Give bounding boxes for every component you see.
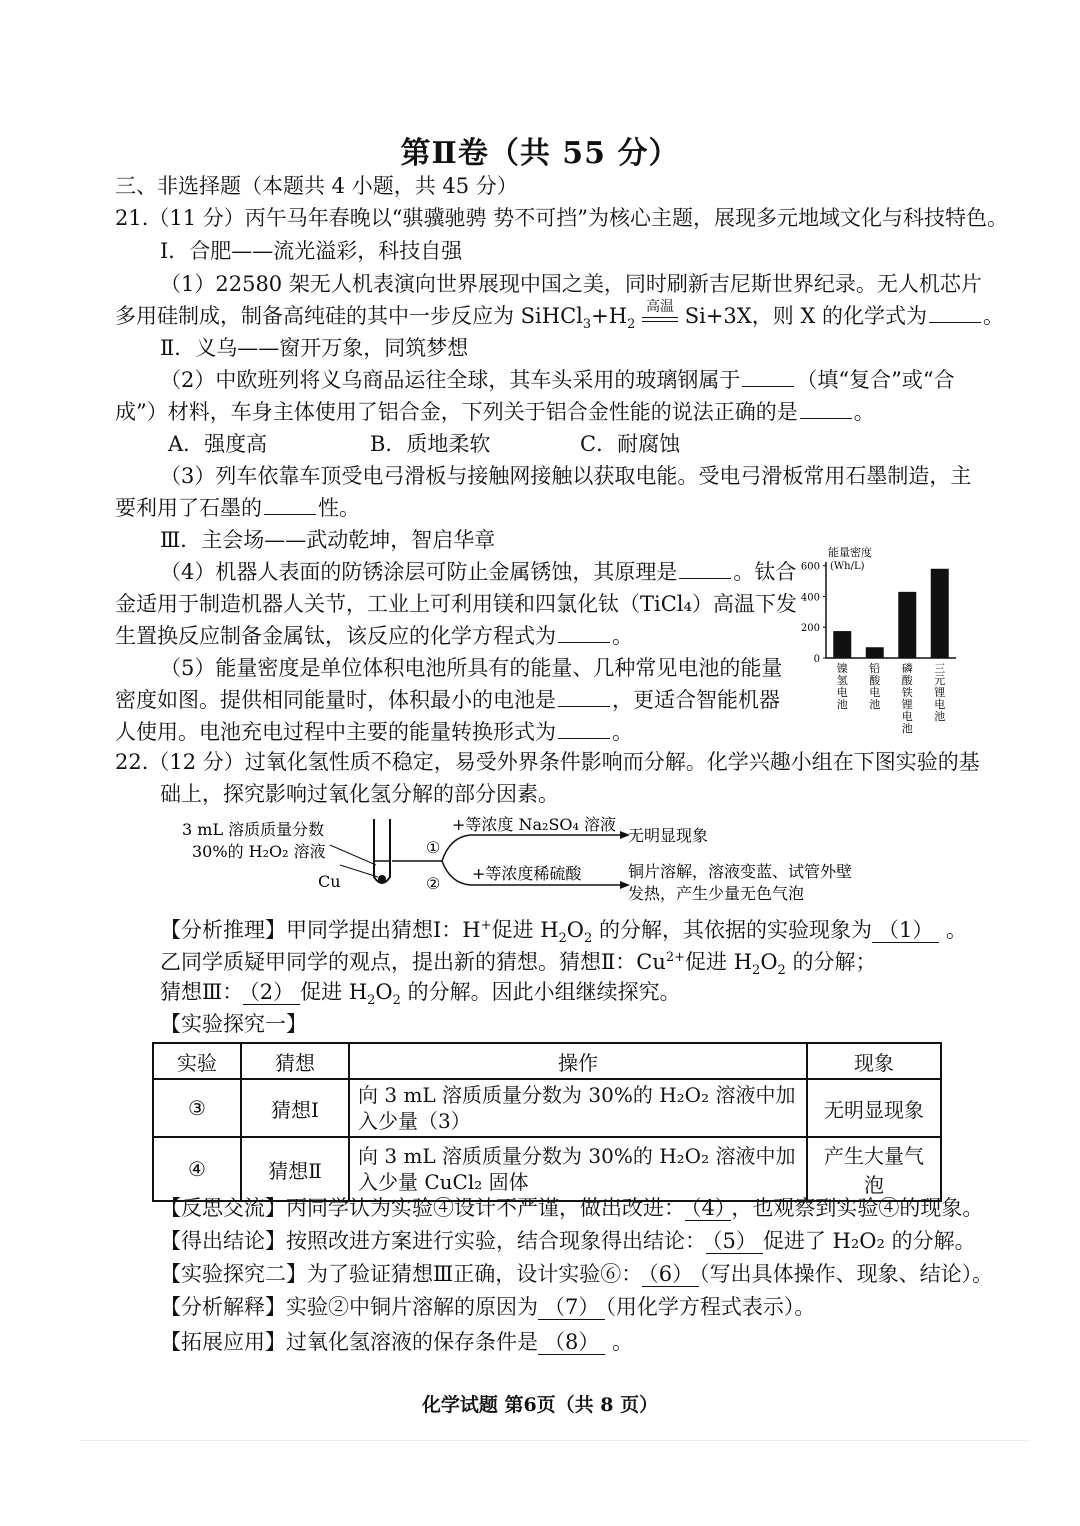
q21-intro: 21.（11 分）丙午马年春晚以“骐骥驰骋 势不可挡”为核心主题，展现多元地域文化与科技特色。 [115,206,1008,230]
branch1-number: ① [426,838,441,857]
q21-part1-title: Ⅰ．合肥——流光溢彩，科技自强 [160,239,463,263]
chart-bar [898,592,916,658]
answer-blank[interactable] [800,398,852,419]
analysis-text-d: 乙同学质疑甲同学的观点，提出新的猜想。猜想Ⅱ：Cu [160,950,666,974]
q21-p1-line1: （1）22580 架无人机表演向世界展现中国之美，同时刷新吉尼斯世界纪录。无人机芯片 [160,272,982,296]
extend-text-b: 。 [605,1330,634,1354]
q21-p5-end: 。 [612,720,633,744]
answer-blank-2[interactable]: （2） [243,980,300,1005]
analysis-text-g: 猜想Ⅲ： [160,980,244,1004]
page-footer: 化学试题 第6页（共 8 页） [421,1394,659,1416]
q21-p5-line1: （5）能量密度是单位体积电池所具有的能量、几种常见电池的能量 [160,656,783,680]
q21-p4-text-b: 。钛合 [733,560,797,584]
q21-p4-text-a: （4）机器人表面的防锈涂层可防止金属锈蚀，其原理是 [160,560,678,584]
diagram-metal-label: Cu [318,872,341,891]
operation-line1: 向 3 mL 溶质质量分数为 30%的 H₂O₂ 溶液中加 [358,1083,796,1107]
diagram-reagent-line1: 3 mL 溶质质量分数 [182,820,325,839]
q21-p3-text-a: 要利用了石墨的 [115,496,262,520]
answer-blank[interactable] [742,366,794,387]
answer-blank[interactable] [558,622,610,643]
q21-p1-text-b: +H [591,304,628,328]
experiment2-text-b: （写出具体操作、现象、结论）。 [699,1262,994,1286]
table-header: 实验 [153,1043,241,1079]
q21-p5-text-c: 人使用。电池充电过程中主要的能量转换形式为 [115,720,556,744]
test-tube-icon [374,819,390,883]
q21-p4-text-c: 生置换反应制备金属钛，该反应的化学方程式为 [115,624,556,648]
copper-piece-icon [378,875,386,883]
answer-blank-8[interactable]: （8） [538,1330,605,1355]
extend-line [160,1328,633,1356]
q21-p5-line2 [115,686,780,714]
experiment-diagram [170,815,930,905]
reflect-text-a: 【反思交流】丙同学认为实验④设计不严谨，做出改进： [160,1196,685,1220]
branch2-number: ② [426,874,441,893]
analysis-text-f: 的分解； [785,950,877,974]
table-cell-guess: 猜想Ⅱ [241,1137,349,1201]
table-header: 现象 [807,1043,941,1079]
extend-text-a: 【拓展应用】过氧化氢溶液的保存条件是 [160,1330,538,1354]
q21-p5-text-b: ，更适合智能机器 [612,688,780,712]
answer-blank[interactable] [929,302,981,323]
analysis-line1: 【分析推理】甲同学提出猜想Ⅰ：H+促进 $H_2O_2$ 的分解，其依据的实验现象为 （1） 。 [160,918,968,947]
branch1-reagent: +等浓度 Na₂SO₄ 溶液 [452,815,617,834]
table-header: 猜想 [241,1043,349,1079]
experiment2-text-a: 【实验探究二】为了验证猜想Ⅲ正确，设计实验⑥： [160,1262,643,1286]
q21-p4-line1 [160,558,796,586]
table-cell-operation [349,1079,807,1137]
chart-category-label: 镍氢电池 [836,662,848,711]
q21-p2-end: 。 [853,400,875,424]
analysis-text-a: 【分析推理】甲同学提出猜想Ⅰ：H [160,918,481,942]
reflect-line [160,1194,983,1222]
experiment2-line [160,1260,993,1288]
q21-p1-text-c: Si+3X，则 X 的化学式为 [678,304,928,328]
q21-p2-line1 [160,366,955,394]
q21-p5-text-a: 密度如图。提供相同能量时，体积最小的电池是 [115,688,556,712]
reaction-condition-arrow [642,299,678,333]
q21-p2-text-b: （填“复合”或“合 [796,368,955,392]
q21-p4-end: 。 [612,624,633,648]
branch2-result-line1: 铜片溶解，溶液变蓝、试管外壁 [628,862,853,881]
q21-option-b: B．质地柔软 [370,432,491,456]
q21-p2-line2 [115,398,875,426]
q21-option-a: A．强度高 [168,432,268,456]
section-heading: 三、非选择题（本题共 4 小题，共 45 分） [115,174,518,198]
energy-density-chart [790,540,970,740]
operation-line2: 入少量 CuCl₂ 固体 [358,1170,529,1194]
experiment-table [152,1042,942,1202]
chart-y-tick-label: 200 [800,623,820,635]
q21-p5-line3 [115,718,633,746]
chart-category-label: 铅酸电池 [869,662,881,711]
q22-intro-line1: 22.（12 分）过氧化氢性质不稳定，易受外界条件影响而分解。化学兴趣小组在下图实验的基 [115,750,980,774]
operation-line1: 向 3 mL 溶质质量分数为 30%的 H₂O₂ 溶液中加 [358,1144,796,1168]
branch2-reagent: +等浓度稀硫酸 [472,864,582,883]
table-header: 操作 [349,1043,807,1079]
answer-blank-7[interactable]: （7） [538,1295,605,1320]
q21-p4-line3 [115,622,633,650]
explain-text-b: （用化学方程式表示）。 [605,1295,816,1319]
chart-bar [931,569,949,658]
table-cell-exp: ③ [153,1079,241,1137]
analysis-text-i: 的分解。因此小组继续探究。 [400,980,681,1004]
table-cell-exp: ④ [153,1137,241,1201]
chart-bar [866,647,884,658]
q21-p3-line1: （3）列车依靠车顶受电弓滑板与接触网接触以获取电能。受电弓滑板常用石墨制造，主 [160,464,972,488]
chart-y-axis-label: 能量密度 [828,546,872,559]
analysis-text-b: 促进 H [491,918,559,942]
answer-blank[interactable] [558,718,610,739]
answer-blank-6[interactable]: （6） [642,1262,699,1287]
conclude-text-b: 促进了 H₂O₂ 的分解。 [762,1229,976,1253]
chart-y-axis-unit: (Wh/L) [830,561,865,572]
q21-p2-text-c: 成”）材料，车身主体使用了铝合金，下列关于铝合金性能的说法正确的是 [115,400,798,424]
q21-p3-text-b: 性。 [318,496,360,520]
q21-option-c: C．耐腐蚀 [580,432,681,456]
table-row [153,1079,941,1137]
chart-y-tick-label: 0 [813,654,820,665]
q21-p1-line2: 多用硅制成，制备高纯硅的其中一步反应为 $SiHCl_3+H_2$ 高温 Si+3X，则 X 的化学式为 。 [115,302,1004,339]
analysis-line3: 猜想Ⅲ： （2） 促进 $H_2O_2$ 的分解。因此小组继续探究。 [160,980,681,1009]
analysis-line2: 乙同学质疑甲同学的观点，提出新的猜想。猜想Ⅱ：$Cu^{2+}$促进 $H_2O_2$ 的分解； [160,950,877,979]
answer-blank-5[interactable]: （5） [706,1229,763,1254]
chart-y-tick-label: 400 [800,592,820,604]
diagram-reagent-line2: 30%的 H₂O₂ 溶液 [192,842,326,861]
table-cell-result: 无明显现象 [807,1079,941,1137]
chart-category-label: 三元锂电池 [934,662,946,723]
q21-part3-title: Ⅲ．主会场——武动乾坤，智启华章 [160,528,496,552]
q21-p4-line2: 金适用于制造机器人关节，工业上可利用镁和四氯化钛（TiCl₄）高温下发 [115,592,797,616]
q21-p1-end: 。 [983,304,1005,328]
reflect-text-b: ，也观察到实验④的现象。 [731,1196,984,1220]
table-cell-result: 产生大量气泡 [807,1137,941,1201]
analysis-text-c: 的分解，其依据的实验现象为 [592,918,872,942]
q21-p3-line2 [115,494,360,522]
analysis-end: 。 [939,918,968,942]
q22-intro-line2: 础上，探究影响过氧化氢分解的部分因素。 [160,782,559,806]
chart-bar [833,631,851,658]
answer-blank[interactable] [264,494,316,515]
answer-blank-4[interactable]: （4） [685,1196,731,1221]
chart-category-label: 磷酸铁锂电池 [901,662,913,735]
experiment1-title: 【实验探究一】 [160,1012,307,1036]
answer-blank[interactable] [558,686,610,707]
bottom-divider [80,1440,1030,1441]
chart-y-tick-label: 600 [800,561,820,573]
explain-text-a: 【分析解释】实验②中铜片溶解的原因为 [160,1295,538,1319]
conclude-line [160,1227,976,1255]
conclude-text-a: 【得出结论】按照改进方案进行实验，结合现象得出结论： [160,1229,706,1253]
answer-blank-1[interactable]: （1） [872,918,939,943]
explain-line [160,1293,815,1321]
operation-line2[interactable]: 入少量（3） [358,1109,471,1133]
q21-p1-text-a: 多用硅制成，制备高纯硅的其中一步反应为 SiHCl [115,304,583,328]
analysis-text-h: 促进 H [300,980,368,1004]
q21-p2-text-a: （2）中欧班列将义乌商品运往全球，其车头采用的玻璃钢属于 [160,368,741,392]
table-cell-operation [349,1137,807,1201]
analysis-text-e: 促进 H [685,950,753,974]
branch2-result-line2: 发热，产生少量无色气泡 [628,884,805,903]
table-cell-guess: 猜想Ⅰ [241,1079,349,1137]
answer-blank[interactable] [679,558,731,579]
branch1-result: 无明显现象 [628,826,709,845]
q21-part2-title: Ⅱ．义乌——窗开万象，同筑梦想 [160,336,469,360]
paper-section-title: 第Ⅱ卷（共 55 分） [400,136,680,171]
table-row [153,1137,941,1201]
reaction-condition-label: 高温 [646,299,675,315]
